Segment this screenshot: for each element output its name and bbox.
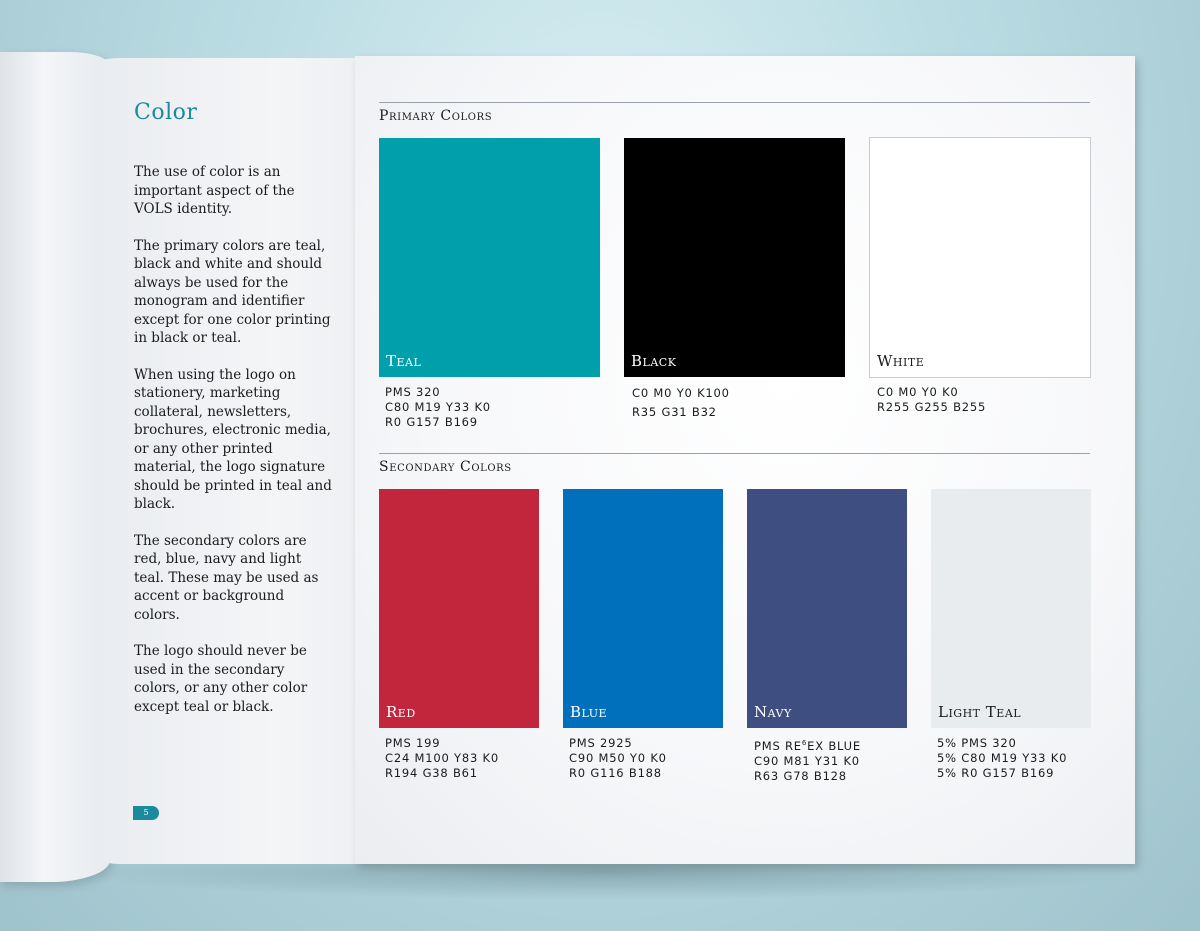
swatch-teal <box>379 138 600 377</box>
book-shadow <box>70 860 1140 900</box>
swatch-black <box>624 138 845 377</box>
swatch-specs-light-teal <box>937 736 1067 781</box>
spec-line: 5% R0 G157 B169 <box>937 766 1055 780</box>
page-number-tab: 5 <box>133 806 159 820</box>
spec-line: R194 G38 B61 <box>385 766 478 780</box>
spec-line: C90 M50 Y0 K0 <box>569 751 667 765</box>
spec-line: C0 M0 Y0 K0 <box>877 385 959 399</box>
divider-rule <box>379 102 1090 103</box>
swatch-specs-navy <box>754 736 861 784</box>
spec-line: R0 G116 B188 <box>569 766 662 780</box>
primary-colors-heading: Primary Colors <box>379 108 493 124</box>
spec-line: C24 M100 Y83 K0 <box>385 751 500 765</box>
swatch-specs-red <box>385 736 499 781</box>
spec-line: C80 M19 Y33 K0 <box>385 400 491 414</box>
swatch-label: White <box>877 352 925 370</box>
swatch-blue <box>563 489 723 728</box>
paragraph: The logo should never be used in the secondary colors, or any other color except teal or black. <box>134 643 308 715</box>
swatch-specs-blue <box>569 736 667 781</box>
swatch-navy <box>747 489 907 728</box>
swatch-red <box>379 489 539 728</box>
swatch-label: Red <box>386 703 416 721</box>
swatch-specs-white <box>877 385 986 415</box>
swatch-label: Blue <box>570 703 608 721</box>
swatch-label: Black <box>631 352 677 370</box>
swatch-label: Teal <box>386 352 422 370</box>
paragraph: The primary colors are teal, black and white and should always be used for the monogram and identifier except for one color printing in black or teal. <box>134 237 331 346</box>
swatch-specs-teal <box>385 385 491 430</box>
spec-line: C90 M81 Y31 K0 <box>754 753 860 768</box>
spec-line: R255 G255 B255 <box>877 400 987 414</box>
spec-text: PMS RE <box>754 738 802 753</box>
spec-text: EX BLUE <box>807 738 861 753</box>
paragraph: The use of color is an important aspect of the VOLS identity. <box>134 164 295 217</box>
spec-line: R0 G157 B169 <box>385 415 478 429</box>
body-copy <box>134 163 334 734</box>
spec-line: PMS 199 <box>385 736 441 750</box>
swatch-label: Light Teal <box>938 703 1022 721</box>
swatch-label: Navy <box>754 703 792 721</box>
spec-line: R63 G78 B128 <box>754 768 847 783</box>
paragraph: The secondary colors are red, blue, navy and light teal. These may be used as accent or background colors. <box>134 532 319 623</box>
page-title: Color <box>134 100 198 125</box>
secondary-colors-heading: Secondary Colors <box>379 459 512 475</box>
spec-superscript: 6 <box>801 739 808 747</box>
spec-line: 5% PMS 320 <box>937 736 1017 750</box>
divider-rule <box>379 453 1090 454</box>
paragraph: When using the logo on stationery, marketing collateral, newsletters, brochures, electronic media, or any other printed material, the logo signature should be printed in teal and black. <box>134 366 332 512</box>
spec-line <box>754 736 861 754</box>
spec-line: PMS 320 <box>385 385 441 399</box>
spec-line: C0 M0 Y0 K100 <box>632 386 730 400</box>
swatch-specs-black <box>632 384 730 422</box>
spec-line: R35 G31 B32 <box>632 405 717 419</box>
swatch-light-teal <box>931 489 1091 728</box>
swatch-white <box>869 137 1091 378</box>
spec-line: 5% C80 M19 Y33 K0 <box>937 751 1068 765</box>
spec-line: PMS 2925 <box>569 736 633 750</box>
